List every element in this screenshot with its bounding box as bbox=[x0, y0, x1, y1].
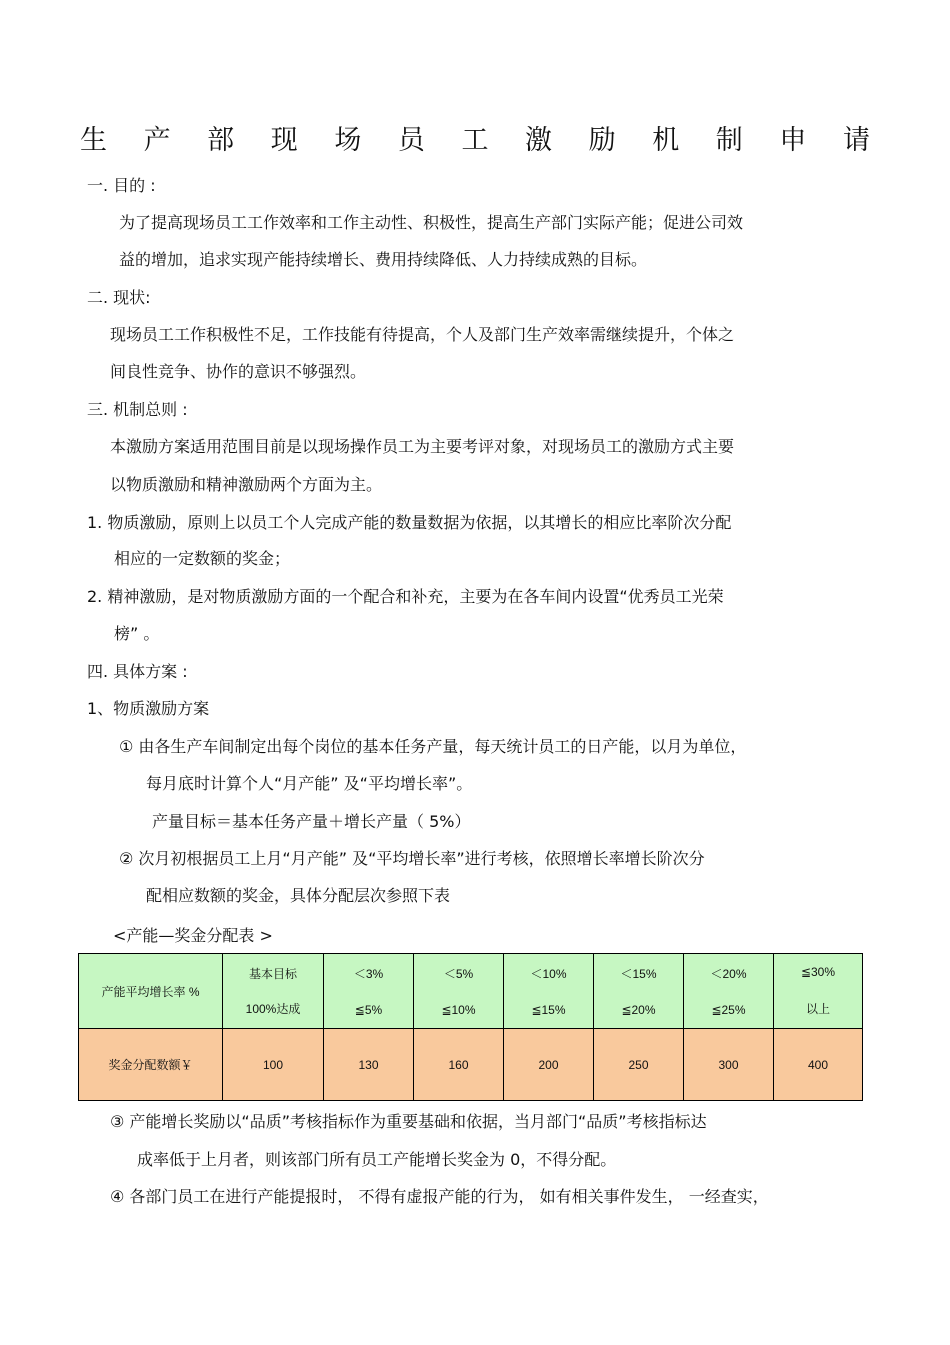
table-cell: ＜20% ≦25% bbox=[684, 954, 774, 1029]
section-heading-status: 二. 现状: bbox=[87, 288, 151, 307]
table-cell: ＜5% ≦10% bbox=[414, 954, 504, 1029]
row-label: 产能平均增长率 % bbox=[79, 954, 223, 1029]
paragraph-line: 榜” 。 bbox=[114, 624, 160, 643]
paragraph-line: 益的增加，追求实现产能持续增长、费用持续降低、人力持续成熟的目标。 bbox=[119, 250, 648, 269]
paragraph-line: 配相应数额的奖金，具体分配层次参照下表 bbox=[146, 886, 451, 905]
table-cell: 200 bbox=[504, 1029, 594, 1101]
title-char: 工 bbox=[461, 125, 489, 156]
paragraph-line: 每月底时计算个人“月产能” 及“平均增长率”。 bbox=[146, 774, 473, 793]
title-char: 请 bbox=[842, 125, 870, 156]
table-cell: 400 bbox=[774, 1029, 863, 1101]
title-char: 申 bbox=[779, 125, 807, 156]
list-item: ④ 各部门员工在进行产能提报时， 不得有虚报产能的行为， 如有相关事件发生， 一经查实， bbox=[110, 1187, 769, 1206]
title-char: 场 bbox=[334, 125, 362, 156]
title-char: 现 bbox=[270, 125, 298, 156]
table-cell: ＜3% ≦5% bbox=[324, 954, 414, 1029]
paragraph-line: 相应的一定数额的奖金； bbox=[114, 549, 291, 568]
list-item: ① 由各生产车间制定出每个岗位的基本任务产量，每天统计员工的日产能，以月为单位， bbox=[119, 737, 747, 756]
formula-line: 产量目标＝基本任务产量＋增长产量（ 5%） bbox=[152, 812, 471, 831]
subsection-heading: 1、物质激励方案 bbox=[87, 699, 210, 718]
bonus-table bbox=[78, 953, 863, 1101]
list-item: 1. 物质激励，原则上以员工个人完成产能的数量数据为依据，以其增长的相应比率阶次分配 bbox=[87, 513, 732, 532]
table-cell: 100 bbox=[223, 1029, 324, 1101]
table-cell: 130 bbox=[324, 1029, 414, 1101]
table-caption: <产能—奖金分配表 > bbox=[113, 926, 273, 945]
paragraph-line: 本激励方案适用范围目前是以现场操作员工为主要考评对象，对现场员工的激励方式主要 bbox=[110, 437, 735, 456]
list-item: ③ 产能增长奖励以“品质”考核指标作为重要基础和依据，当月部门“品质”考核指标达 bbox=[110, 1112, 707, 1131]
paragraph-line: 现场员工工作积极性不足，工作技能有待提高，个人及部门生产效率需继续提升，个体之 bbox=[110, 325, 735, 344]
title-char: 生 bbox=[80, 125, 107, 156]
section-heading-purpose: 一. 目的 : bbox=[87, 176, 156, 195]
list-item: 2. 精神激励，是对物质激励方面的一个配合和补充，主要为在各车间内设置“优秀员工光荣 bbox=[87, 587, 724, 606]
table-cell: 300 bbox=[684, 1029, 774, 1101]
table-row-bonus-amount bbox=[79, 1029, 863, 1101]
title-char: 产 bbox=[143, 125, 171, 156]
table-cell: 250 bbox=[594, 1029, 684, 1101]
title-char: 机 bbox=[652, 125, 680, 156]
row-label: 奖金分配数额￥ bbox=[79, 1029, 223, 1101]
document-title bbox=[80, 118, 870, 157]
title-char: 激 bbox=[525, 125, 553, 156]
title-char: 制 bbox=[715, 125, 743, 156]
title-char: 员 bbox=[397, 125, 425, 156]
paragraph-line: 间良性竞争、协作的意识不够强烈。 bbox=[110, 362, 367, 381]
section-heading-plan: 四. 具体方案 : bbox=[87, 662, 188, 681]
table-cell: ＜10% ≦15% bbox=[504, 954, 594, 1029]
paragraph-line: 为了提高现场员工工作效率和工作主动性、积极性，提高生产部门实际产能；促进公司效 bbox=[119, 213, 744, 232]
table-cell: ＜15% ≦20% bbox=[594, 954, 684, 1029]
table-cell: 160 bbox=[414, 1029, 504, 1101]
paragraph-line: 以物质激励和精神激励两个方面为主。 bbox=[110, 475, 383, 494]
table-row-growth-rate bbox=[79, 954, 863, 1029]
table-cell: 基本目标 100%达成 bbox=[223, 954, 324, 1029]
paragraph-line: 成率低于上月者，则该部门所有员工产能增长奖金为 0，不得分配。 bbox=[137, 1150, 617, 1169]
title-char: 励 bbox=[588, 125, 616, 156]
title-char: 部 bbox=[207, 125, 235, 156]
section-heading-principles: 三. 机制总则 : bbox=[87, 400, 188, 419]
table-cell: ≦30% 以上 bbox=[774, 954, 863, 1029]
list-item: ② 次月初根据员工上月“月产能” 及“平均增长率”进行考核，依照增长率增长阶次分 bbox=[119, 849, 705, 868]
